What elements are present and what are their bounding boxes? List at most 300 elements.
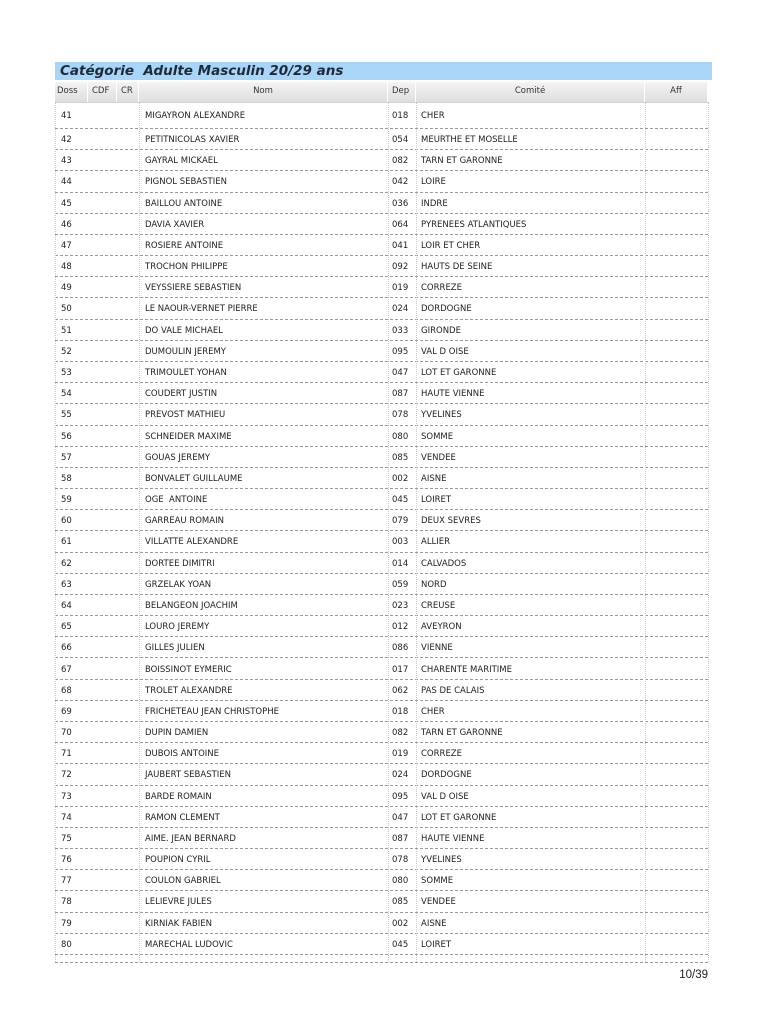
cell-aff	[645, 341, 708, 362]
cell-dep: 019	[392, 283, 409, 294]
cell-comite: DEUX SEVRES	[421, 516, 481, 527]
cell-comite: SOMME	[421, 431, 454, 442]
cell-aff	[645, 193, 708, 214]
table-row	[55, 193, 708, 214]
cell-doss: 54	[61, 389, 72, 400]
table-header	[55, 82, 708, 103]
cell-comite: PAS DE CALAIS	[421, 685, 485, 696]
cell-nom: BOISSINOT EYMERIC	[145, 664, 232, 675]
cell-aff	[645, 891, 708, 912]
cell-aff	[645, 256, 708, 277]
table-row	[55, 659, 708, 680]
cell-cdf	[88, 171, 117, 192]
cell-cr	[117, 150, 139, 171]
table-row	[55, 680, 708, 701]
cell-nom: OGE ANTOINE	[145, 495, 208, 506]
table-row	[55, 553, 708, 574]
cell-aff	[645, 489, 708, 510]
cell-cr	[117, 828, 139, 849]
table-row	[55, 256, 708, 277]
cell-aff	[645, 277, 708, 298]
cell-comite: MEURTHE ET MOSELLE	[421, 135, 518, 145]
cell-cdf	[88, 447, 117, 468]
table-row	[55, 891, 708, 912]
cell-aff	[645, 362, 708, 383]
cell-nom: JAUBERT SEBASTIEN	[145, 770, 232, 781]
cell-dep: 087	[392, 389, 409, 400]
cell-dep: 003	[392, 537, 409, 548]
cell-dep: 019	[392, 749, 409, 760]
table-row	[55, 341, 708, 362]
cell-cdf	[88, 786, 117, 807]
cell-dep: 047	[392, 367, 409, 378]
cell-nom: ROSIERE ANTOINE	[145, 240, 224, 251]
cell-aff	[645, 129, 708, 150]
cell-cr	[117, 934, 139, 955]
cell-doss: 58	[61, 473, 72, 484]
table-row	[55, 849, 708, 870]
table-row	[55, 870, 708, 891]
table-row	[55, 404, 708, 425]
cell-dep: 036	[392, 198, 409, 209]
cell-nom: GRZELAK YOAN	[145, 579, 212, 590]
cell-aff	[645, 171, 708, 192]
cell-dep: 082	[392, 728, 409, 739]
cell-cr	[117, 870, 139, 891]
cell-cdf	[88, 103, 117, 129]
cell-aff	[645, 214, 708, 235]
cell-cdf	[88, 531, 117, 552]
cell-aff	[645, 235, 708, 256]
cell-dep: 023	[392, 600, 409, 611]
cell-doss: 79	[61, 918, 72, 929]
cell-cdf	[88, 680, 117, 701]
cell-comite: VIENNE	[421, 643, 453, 654]
cell-comite: CORREZE	[421, 283, 463, 294]
cell-comite: AISNE	[421, 473, 447, 484]
cell-dep: 086	[392, 643, 409, 654]
cell-cdf	[88, 807, 117, 828]
cell-cdf	[88, 891, 117, 912]
cell-doss: 80	[61, 939, 72, 950]
cell-aff	[645, 680, 708, 701]
cell-doss: 49	[61, 283, 72, 294]
cell-dep: 014	[392, 558, 409, 569]
cell-dep: 054	[392, 135, 409, 145]
cell-cr	[117, 913, 139, 934]
cell-doss: 56	[61, 431, 72, 442]
table-row	[55, 743, 708, 764]
cell-aff	[645, 764, 708, 785]
cell-aff	[645, 786, 708, 807]
column-divider	[645, 102, 646, 962]
cell-cr	[117, 743, 139, 764]
cell-cr	[117, 383, 139, 404]
cell-nom: TROCHON PHILIPPE	[145, 262, 228, 273]
cell-doss: 64	[61, 600, 72, 611]
cell-cr	[117, 574, 139, 595]
cell-nom: COUDERT JUSTIN	[145, 389, 218, 400]
cell-aff	[645, 828, 708, 849]
cell-comite: CHER	[421, 111, 445, 121]
cell-comite: NORD	[421, 579, 447, 590]
cell-dep: 092	[392, 262, 409, 273]
cell-aff	[645, 637, 708, 658]
cell-aff	[645, 447, 708, 468]
cell-comite: LOIRET	[421, 939, 452, 950]
header-comite: Comité	[416, 82, 645, 102]
cell-dep: 002	[392, 473, 409, 484]
header-aff: Aff	[645, 82, 708, 102]
table-row	[55, 150, 708, 171]
cell-nom: TROLET ALEXANDRE	[145, 685, 233, 696]
cell-nom: BELANGEON JOACHIM	[145, 600, 238, 611]
cell-aff	[645, 383, 708, 404]
cell-comite: TARN ET GARONNE	[421, 156, 503, 167]
cell-doss: 78	[61, 897, 72, 908]
cell-cdf	[88, 214, 117, 235]
cell-doss: 46	[61, 219, 72, 230]
cell-aff	[645, 701, 708, 722]
cell-dep: 095	[392, 346, 409, 357]
cell-cdf	[88, 637, 117, 658]
cell-aff	[645, 722, 708, 743]
cell-cdf	[88, 913, 117, 934]
cell-dep: 024	[392, 770, 409, 781]
table-row	[55, 616, 708, 637]
cell-cr	[117, 531, 139, 552]
cell-nom: BONVALET GUILLAUME	[145, 473, 243, 484]
cell-doss: 59	[61, 495, 72, 506]
cell-comite: YVELINES	[421, 410, 462, 421]
table-row	[55, 214, 708, 235]
table-row	[55, 235, 708, 256]
cell-cdf	[88, 129, 117, 150]
cell-comite: CORREZE	[421, 749, 463, 760]
table-row	[55, 103, 708, 129]
cell-doss: 42	[61, 135, 72, 145]
cell-nom: KIRNIAK FABIEN	[145, 918, 212, 929]
cell-cdf	[88, 489, 117, 510]
cell-cr	[117, 298, 139, 319]
cell-nom: RAMON CLEMENT	[145, 812, 220, 823]
header-cdf: CDF	[88, 82, 117, 102]
cell-comite: LOT ET GARONNE	[421, 367, 497, 378]
cell-doss: 70	[61, 728, 72, 739]
cell-dep: 012	[392, 622, 409, 633]
cell-cdf	[88, 404, 117, 425]
cell-doss: 71	[61, 749, 72, 760]
cell-nom: LELIEVRE JULES	[145, 897, 212, 908]
cell-cdf	[88, 298, 117, 319]
cell-cr	[117, 553, 139, 574]
table-row	[55, 595, 708, 616]
cell-dep: 080	[392, 431, 409, 442]
cell-comite: LOIRET	[421, 495, 452, 506]
table-row	[55, 574, 708, 595]
cell-aff	[645, 426, 708, 447]
cell-doss: 48	[61, 262, 72, 273]
cell-nom: DORTEE DIMITRI	[145, 558, 215, 569]
cell-dep: 017	[392, 664, 409, 675]
cell-dep: 082	[392, 156, 409, 167]
cell-cdf	[88, 341, 117, 362]
table-row	[55, 129, 708, 150]
table-row	[55, 171, 708, 192]
cell-doss: 75	[61, 833, 72, 844]
cell-cr	[117, 103, 139, 129]
cell-nom: GILLES JULIEN	[145, 643, 205, 654]
cell-cr	[117, 510, 139, 531]
cell-cdf	[88, 256, 117, 277]
cell-cdf	[88, 277, 117, 298]
cell-nom: DUPIN DAMIEN	[145, 728, 209, 739]
cell-cr	[117, 129, 139, 150]
cell-cr	[117, 764, 139, 785]
cell-aff	[645, 595, 708, 616]
cell-cr	[117, 341, 139, 362]
cell-doss: 61	[61, 537, 72, 548]
cell-comite: DORDOGNE	[421, 304, 472, 315]
table-row	[55, 468, 708, 489]
page-number: 10/39	[679, 969, 708, 981]
cell-nom: TRIMOULET YOHAN	[145, 367, 227, 378]
cell-comite: VENDEE	[421, 897, 456, 908]
cell-aff	[645, 531, 708, 552]
table-row	[55, 786, 708, 807]
cell-doss: 55	[61, 410, 72, 421]
cell-cdf	[88, 468, 117, 489]
cell-cdf	[88, 426, 117, 447]
cell-cdf	[88, 574, 117, 595]
cell-cdf	[88, 722, 117, 743]
cell-cr	[117, 807, 139, 828]
cell-doss: 77	[61, 876, 72, 887]
cell-cdf	[88, 849, 117, 870]
cell-cr	[117, 595, 139, 616]
column-divider	[416, 102, 417, 962]
cell-cr	[117, 659, 139, 680]
cell-nom: SCHNEIDER MAXIME	[145, 431, 232, 442]
cell-dep: 042	[392, 177, 409, 188]
cell-nom: VEYSSIERE SEBASTIEN	[145, 283, 242, 294]
cell-comite: AISNE	[421, 918, 447, 929]
cell-nom: DO VALE MICHAEL	[145, 325, 223, 336]
cell-aff	[645, 870, 708, 891]
cell-doss: 69	[61, 706, 72, 717]
cell-cr	[117, 489, 139, 510]
table-row	[55, 298, 708, 319]
column-divider	[139, 102, 140, 962]
cell-comite: AVEYRON	[421, 622, 462, 633]
cell-nom: BAILLOU ANTOINE	[145, 198, 223, 209]
cell-cdf	[88, 510, 117, 531]
cell-dep: 062	[392, 685, 409, 696]
cell-aff	[645, 298, 708, 319]
cell-nom: PIGNOL SEBASTIEN	[145, 177, 227, 188]
cell-nom: AIME. JEAN BERNARD	[145, 833, 236, 844]
cell-cdf	[88, 193, 117, 214]
cell-nom: VILLATTE ALEXANDRE	[145, 537, 239, 548]
cell-cr	[117, 171, 139, 192]
cell-doss: 44	[61, 177, 72, 188]
cell-dep: 078	[392, 855, 409, 866]
cell-cr	[117, 214, 139, 235]
cell-cr	[117, 426, 139, 447]
cell-dep: 095	[392, 791, 409, 802]
cell-aff	[645, 913, 708, 934]
cell-doss: 66	[61, 643, 72, 654]
cell-aff	[645, 510, 708, 531]
cell-cdf	[88, 743, 117, 764]
cell-comite: VENDEE	[421, 452, 456, 463]
cell-doss: 72	[61, 770, 72, 781]
cell-nom: MARECHAL LUDOVIC	[145, 939, 233, 950]
cell-cr	[117, 404, 139, 425]
cell-cdf	[88, 235, 117, 256]
table-row	[55, 510, 708, 531]
cell-cdf	[88, 934, 117, 955]
cell-nom: FRICHETEAU JEAN CHRISTOPHE	[145, 706, 279, 717]
cell-aff	[645, 150, 708, 171]
cell-dep: 087	[392, 833, 409, 844]
cell-cdf	[88, 595, 117, 616]
cell-cdf	[88, 764, 117, 785]
cell-comite: HAUTE VIENNE	[421, 833, 485, 844]
cell-aff	[645, 659, 708, 680]
category-title-bar	[55, 62, 712, 80]
cell-cr	[117, 722, 139, 743]
cell-nom: PREVOST MATHIEU	[145, 410, 226, 421]
cell-comite: SOMME	[421, 876, 454, 887]
cell-nom: DAVIA XAVIER	[145, 219, 205, 230]
cell-doss: 76	[61, 855, 72, 866]
cell-doss: 74	[61, 812, 72, 823]
cell-nom: GOUAS JEREMY	[145, 452, 211, 463]
cell-aff	[645, 743, 708, 764]
cell-dep: 064	[392, 219, 409, 230]
cell-comite: LOIR ET CHER	[421, 240, 481, 251]
cell-cr	[117, 320, 139, 341]
cell-doss: 60	[61, 516, 72, 527]
cell-nom: GARREAU ROMAIN	[145, 516, 224, 527]
cell-nom: LOURO JEREMY	[145, 622, 210, 633]
cell-dep: 045	[392, 495, 409, 506]
table-row	[55, 722, 708, 743]
cell-comite: ALLIER	[421, 537, 451, 548]
cell-cdf	[88, 362, 117, 383]
column-divider	[55, 102, 56, 962]
cell-doss: 53	[61, 367, 72, 378]
cell-aff	[645, 103, 708, 129]
column-divider	[388, 102, 389, 962]
cell-dep: 033	[392, 325, 409, 336]
table-row	[55, 362, 708, 383]
cell-nom: PETITNICOLAS XAVIER	[145, 135, 240, 145]
cell-cr	[117, 277, 139, 298]
cell-comite: CREUSE	[421, 600, 456, 611]
cell-cr	[117, 616, 139, 637]
cell-doss: 50	[61, 304, 72, 315]
cell-dep: 018	[392, 111, 409, 121]
cell-cdf	[88, 701, 117, 722]
cell-dep: 059	[392, 579, 409, 590]
cell-nom: LE NAOUR-VERNET PIERRE	[145, 304, 258, 315]
cell-doss: 47	[61, 240, 72, 251]
cell-cr	[117, 235, 139, 256]
cell-comite: CHARENTE MARITIME	[421, 664, 513, 675]
cell-dep: 024	[392, 304, 409, 315]
cell-doss: 68	[61, 685, 72, 696]
cell-cr	[117, 193, 139, 214]
cell-doss: 65	[61, 622, 72, 633]
cell-dep: 002	[392, 918, 409, 929]
header-dep: Dep	[388, 82, 416, 102]
cell-cr	[117, 637, 139, 658]
cell-aff	[645, 320, 708, 341]
cell-aff	[645, 553, 708, 574]
cell-cr	[117, 256, 139, 277]
cell-doss: 41	[61, 111, 72, 121]
cell-dep: 085	[392, 452, 409, 463]
table-row	[55, 828, 708, 849]
cell-doss: 51	[61, 325, 72, 336]
cell-cr	[117, 468, 139, 489]
cell-cr	[117, 701, 139, 722]
cell-aff	[645, 849, 708, 870]
cell-comite: VAL D OISE	[421, 346, 469, 357]
table-row	[55, 764, 708, 785]
cell-dep: 079	[392, 516, 409, 527]
cell-aff	[645, 404, 708, 425]
table-row	[55, 531, 708, 552]
table-row	[55, 426, 708, 447]
cell-cdf	[88, 870, 117, 891]
cell-cdf	[88, 828, 117, 849]
header-cr: CR	[117, 82, 139, 102]
cell-aff	[645, 616, 708, 637]
cell-cdf	[88, 616, 117, 637]
cell-nom: COULON GABRIEL	[145, 876, 221, 887]
cell-doss: 43	[61, 156, 72, 167]
table-row	[55, 277, 708, 298]
cell-cr	[117, 680, 139, 701]
cell-dep: 041	[392, 240, 409, 251]
cell-comite: CALVADOS	[421, 558, 467, 569]
table-row	[55, 637, 708, 658]
table-row	[55, 701, 708, 722]
cell-doss: 52	[61, 346, 72, 357]
column-divider	[708, 102, 709, 962]
cell-cr	[117, 447, 139, 468]
cell-comite: CHER	[421, 706, 445, 717]
cell-comite: TARN ET GARONNE	[421, 728, 503, 739]
cell-dep: 047	[392, 812, 409, 823]
cell-comite: HAUTE VIENNE	[421, 389, 485, 400]
cell-doss: 57	[61, 452, 72, 463]
cell-doss: 67	[61, 664, 72, 675]
table-row-empty	[55, 955, 708, 963]
cell-aff	[645, 807, 708, 828]
cell-cr	[117, 849, 139, 870]
cell-cr	[117, 362, 139, 383]
cell-comite: GIRONDE	[421, 325, 461, 336]
table-row	[55, 807, 708, 828]
cell-dep: 078	[392, 410, 409, 421]
cell-aff	[645, 934, 708, 955]
cell-comite: DORDOGNE	[421, 770, 472, 781]
cell-cdf	[88, 383, 117, 404]
